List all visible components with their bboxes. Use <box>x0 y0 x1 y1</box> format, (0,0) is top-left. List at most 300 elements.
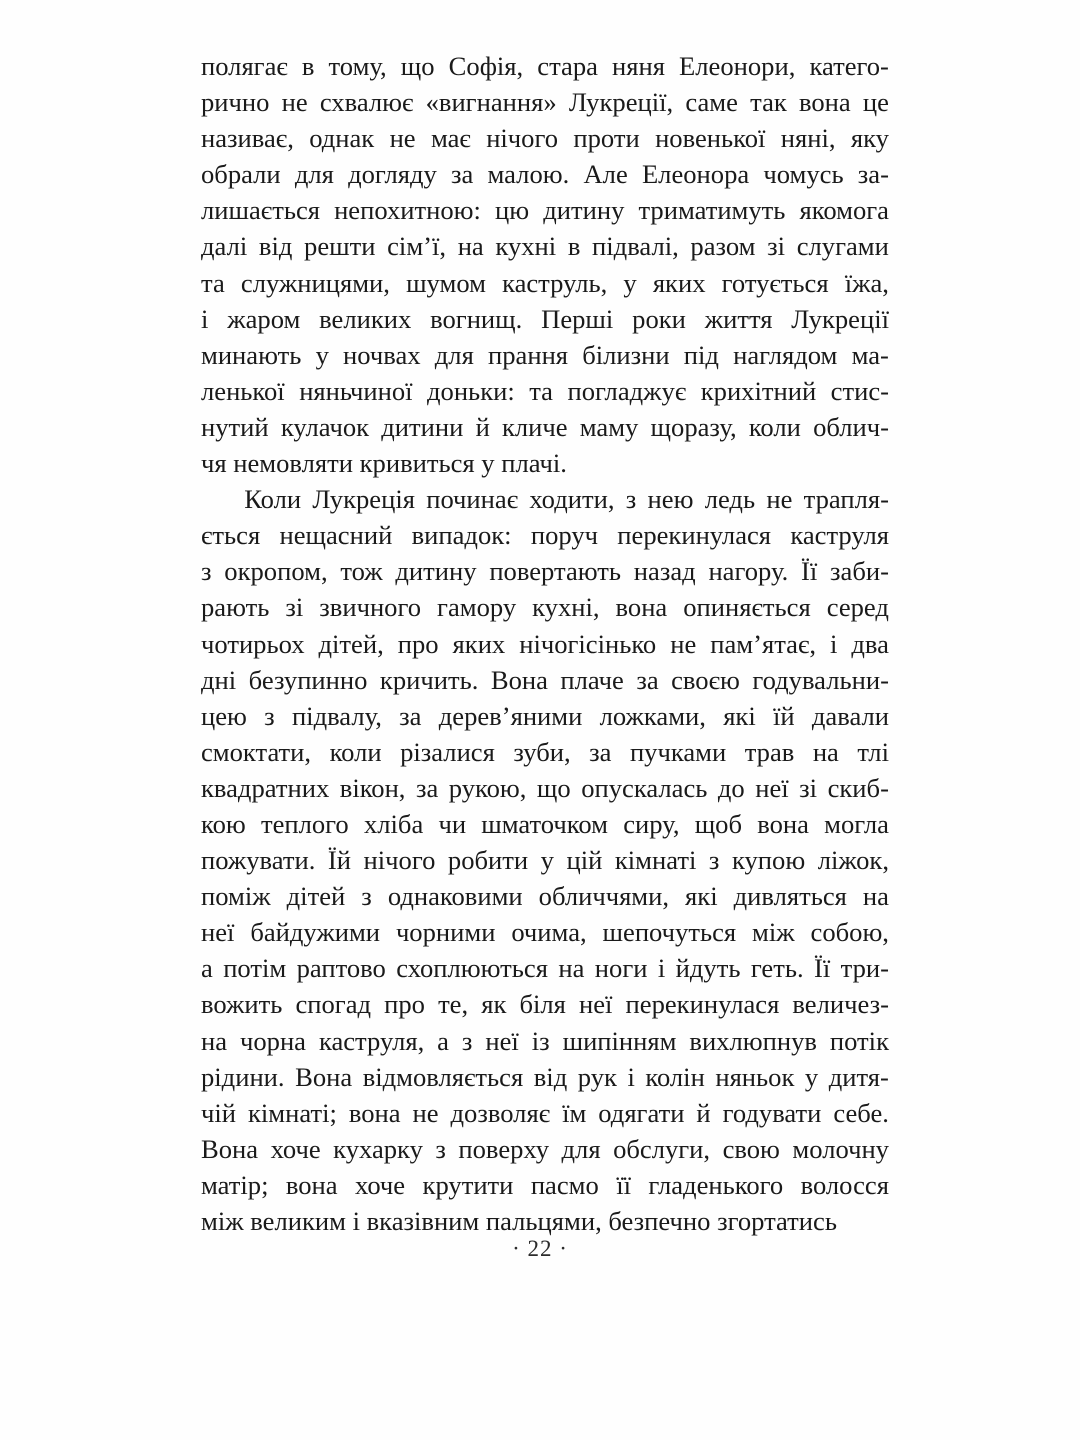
word: квадратних <box>201 772 330 803</box>
word: трапля- <box>803 484 889 515</box>
word: випадок: <box>411 520 512 551</box>
word: в <box>301 51 315 81</box>
text-line <box>201 770 889 806</box>
word: Елеонора <box>641 159 750 190</box>
word: Її <box>801 556 818 587</box>
word: вихлюпнув <box>689 1025 817 1056</box>
word: вікон, <box>339 772 406 803</box>
word: за- <box>857 159 889 190</box>
word: наглядом <box>733 339 838 370</box>
text-line <box>201 301 889 337</box>
word: катего- <box>809 51 889 81</box>
word: яких <box>652 267 706 298</box>
word: за <box>451 159 474 190</box>
word: називає, <box>201 123 294 154</box>
word: йдуть <box>675 953 741 984</box>
word: звичного <box>319 592 422 623</box>
word: перекинулася <box>625 989 780 1020</box>
word: ледь <box>704 484 756 515</box>
word: шматочком <box>481 808 608 839</box>
word: Коли <box>244 484 302 515</box>
text-line <box>201 1059 889 1095</box>
word: поруч <box>530 520 598 551</box>
word: зі <box>799 772 818 803</box>
word: рукою, <box>448 772 527 803</box>
word: опускалась <box>581 772 708 803</box>
word: трав <box>744 736 795 767</box>
word: скиб- <box>827 772 889 803</box>
word: й <box>475 411 490 442</box>
word: давали <box>811 700 889 731</box>
word: має <box>430 123 471 154</box>
word: з <box>201 556 212 587</box>
word: обслуги, <box>613 1133 711 1164</box>
word: вогнищ. <box>430 303 523 334</box>
word: кухні <box>495 231 557 262</box>
text-line <box>201 986 889 1022</box>
word: за <box>399 700 422 731</box>
word: яку <box>850 123 889 154</box>
word: і <box>830 628 838 659</box>
word: та <box>201 267 225 298</box>
word: які <box>723 700 756 731</box>
word: на <box>457 231 484 262</box>
word: відмовляється <box>362 1061 524 1092</box>
word: дні <box>201 664 237 695</box>
text-line: між великим і вказівним пальцями, безпечно згортатись <box>201 1206 837 1236</box>
word: коли <box>748 411 801 442</box>
word: під <box>683 339 719 370</box>
word: решти <box>304 231 376 262</box>
word: дивляться <box>733 881 847 912</box>
word: як <box>481 989 507 1020</box>
word: і <box>201 303 209 334</box>
text-line <box>201 1095 889 1131</box>
text-line <box>201 950 889 986</box>
word: різалися <box>400 736 495 767</box>
word: ходити, <box>529 484 615 515</box>
word: щоб <box>694 808 742 839</box>
word: молочну <box>792 1133 889 1164</box>
word: Лукреції <box>791 303 889 334</box>
word: маму <box>579 411 639 442</box>
text-line <box>201 626 889 662</box>
word: окропом, <box>224 556 328 587</box>
word: дитину <box>395 556 477 587</box>
word: служницями, <box>240 267 390 298</box>
word: поверху <box>458 1133 550 1164</box>
word: та <box>529 375 553 406</box>
word: не <box>281 87 308 118</box>
word: ленької <box>201 375 285 406</box>
word: шипінням <box>562 1025 677 1056</box>
word: з <box>625 484 637 515</box>
word: безупинно <box>248 664 368 695</box>
word: ноги <box>594 953 648 984</box>
word: схоплюються <box>396 953 548 984</box>
word: не <box>766 484 793 515</box>
word: починає <box>426 484 519 515</box>
text-line <box>201 373 889 409</box>
word: дозволяє <box>450 1097 551 1128</box>
text-line <box>201 481 889 517</box>
word: вона <box>615 592 668 623</box>
word: цій <box>566 845 603 876</box>
text-line: чя немовляти кривиться у плачі. <box>201 448 567 479</box>
text-line <box>201 409 889 445</box>
word: неї <box>201 917 235 948</box>
word: себе. <box>833 1097 889 1128</box>
word: назад <box>633 556 696 587</box>
word: одягати <box>598 1097 685 1128</box>
word: для <box>294 159 334 190</box>
word: якомога <box>799 195 889 226</box>
word: їм <box>562 1097 587 1128</box>
word: обрали <box>201 159 281 190</box>
word: вона <box>798 87 851 118</box>
text-line <box>201 337 889 373</box>
word: погладжує <box>567 375 687 406</box>
word: догляду <box>348 159 437 190</box>
word: у <box>804 1061 819 1092</box>
word: за <box>415 772 439 803</box>
word: кімнаті <box>614 845 697 876</box>
text-line <box>201 84 889 120</box>
text-line <box>201 228 889 264</box>
word: Перші <box>541 303 614 334</box>
word: нею <box>647 484 694 515</box>
word: не <box>670 628 697 659</box>
word: Лукреція <box>312 484 415 515</box>
word: волосся <box>800 1169 889 1200</box>
word: на <box>201 1025 228 1056</box>
word: своєю <box>671 664 740 695</box>
word: у <box>540 845 554 876</box>
word: робити <box>447 845 529 876</box>
word: хоче <box>355 1169 406 1200</box>
word: годувати <box>722 1097 822 1128</box>
word: годувальни- <box>752 664 889 695</box>
word: тож <box>340 556 383 587</box>
text-line <box>201 192 889 228</box>
word: обличчями, <box>538 881 670 912</box>
word: сиру, <box>623 808 680 839</box>
word: рично <box>201 87 270 118</box>
word: роки <box>632 303 686 334</box>
word: однаковими <box>387 881 523 912</box>
word: три- <box>840 953 889 984</box>
word: поміж <box>201 881 271 912</box>
word: вона <box>348 1097 401 1128</box>
word: чотирьох <box>201 628 305 659</box>
word: однак <box>309 123 375 154</box>
word: рають <box>201 592 270 623</box>
text-line <box>201 553 889 589</box>
word: триматимуть <box>638 195 786 226</box>
word: для <box>434 339 474 370</box>
word: вожить <box>201 989 283 1020</box>
paragraph <box>201 481 889 1239</box>
word: рідини. <box>201 1061 285 1092</box>
word: раптово <box>296 953 386 984</box>
text-line <box>201 120 889 156</box>
word: проти <box>573 123 640 154</box>
word: нагору. <box>708 556 789 587</box>
word: її <box>616 1169 631 1200</box>
word: чорними <box>395 917 496 948</box>
word: крихітний <box>700 375 817 406</box>
word: кімнаті; <box>247 1097 337 1128</box>
word: кричить. <box>379 664 479 695</box>
word: що <box>536 772 571 803</box>
word: підвалу, <box>291 700 382 731</box>
word: плаче <box>560 664 624 695</box>
word: й <box>696 1097 711 1128</box>
word: потік <box>829 1025 889 1056</box>
word: кухні, <box>532 592 600 623</box>
word: для <box>561 1133 601 1164</box>
word: з <box>435 1133 446 1164</box>
word: потім <box>223 953 287 984</box>
word: няньок <box>715 1061 795 1092</box>
word: дерев’яними <box>438 700 583 731</box>
text-line <box>201 1167 889 1203</box>
text-line <box>201 878 889 914</box>
word: так <box>750 87 787 118</box>
word: біля <box>519 989 566 1020</box>
word: а <box>201 953 213 984</box>
word: хоче <box>270 1133 321 1164</box>
text-line <box>201 517 889 553</box>
word: те, <box>438 989 469 1020</box>
word: зуби, <box>513 736 571 767</box>
text-line <box>201 265 889 301</box>
word: няня <box>612 51 665 81</box>
word: вона <box>285 1169 338 1200</box>
word: Вона <box>295 1061 353 1092</box>
text-line <box>201 806 889 842</box>
word: стис- <box>830 375 889 406</box>
word: щоразу, <box>650 411 737 442</box>
word: каструль, <box>502 267 608 298</box>
word: малою. <box>487 159 570 190</box>
word: з <box>708 845 720 876</box>
word: новенької <box>655 123 766 154</box>
word: які <box>685 881 718 912</box>
word: тлі <box>857 736 889 767</box>
word: хліба <box>363 808 424 839</box>
word: стара <box>537 51 598 81</box>
word: цею <box>201 700 247 731</box>
word: і <box>627 1061 635 1092</box>
word: дитину <box>543 195 625 226</box>
word: цю <box>495 195 530 226</box>
word: жаром <box>227 303 301 334</box>
word: між <box>752 917 795 948</box>
word: їй <box>773 700 795 731</box>
word: чи <box>438 808 467 839</box>
word: лишається <box>201 195 320 226</box>
word: на <box>862 881 889 912</box>
word: разом <box>690 231 756 262</box>
word: у <box>623 267 637 298</box>
word: величез- <box>792 989 889 1020</box>
word: готується <box>721 267 829 298</box>
word: чомусь <box>763 159 844 190</box>
text-line <box>201 698 889 734</box>
word: перекинулася <box>617 520 772 551</box>
word: кличе <box>501 411 568 442</box>
word: Їй <box>327 845 351 876</box>
word: дитя- <box>828 1061 889 1092</box>
word: нічого <box>363 845 436 876</box>
word: Вона <box>201 1133 259 1164</box>
word: няні, <box>780 123 836 154</box>
word: у <box>315 339 329 370</box>
word: що <box>400 51 435 81</box>
word: геть. <box>750 953 804 984</box>
word: нутий <box>201 411 269 442</box>
word: Софія, <box>448 51 524 81</box>
word: ється <box>201 520 261 551</box>
word: два <box>851 628 889 659</box>
word: нічого <box>486 123 559 154</box>
word: непохитною: <box>334 195 481 226</box>
word: Елеонори, <box>679 51 796 81</box>
word: прання <box>488 339 569 370</box>
word: гамору <box>437 592 517 623</box>
word: великих <box>319 303 412 334</box>
word: шумом <box>406 267 486 298</box>
word: кою <box>201 808 246 839</box>
word: про <box>397 628 439 659</box>
word: пожувати. <box>201 845 316 876</box>
word: Вона <box>490 664 548 695</box>
word: нещасний <box>279 520 393 551</box>
word: зі <box>285 592 304 623</box>
word: могла <box>824 808 889 839</box>
word: матір; <box>201 1169 269 1200</box>
word: серед <box>826 592 889 623</box>
word: яких <box>452 628 506 659</box>
word: далі <box>201 231 248 262</box>
word: облич- <box>813 411 889 442</box>
word: дітей, <box>318 628 384 659</box>
word: і <box>657 953 666 984</box>
word: шепочуться <box>602 917 737 948</box>
word: чій <box>201 1097 236 1128</box>
word: схвалює <box>319 87 414 118</box>
word: до <box>717 772 745 803</box>
word: повертають <box>489 556 622 587</box>
word: життя <box>704 303 773 334</box>
word: на <box>812 736 839 767</box>
word: не <box>389 123 416 154</box>
word: Але <box>583 159 628 190</box>
word: із <box>531 1025 550 1056</box>
word: з <box>264 700 275 731</box>
body-text-block <box>201 48 889 1239</box>
word: ночвах <box>343 339 421 370</box>
word: смоктати, <box>201 736 312 767</box>
word: неї <box>755 772 789 803</box>
word: теплого <box>260 808 349 839</box>
word: пам’ятає, <box>710 628 817 659</box>
word: за <box>589 736 612 767</box>
word: саме <box>685 87 738 118</box>
word: нічогісінько <box>519 628 657 659</box>
word: дітей <box>286 881 346 912</box>
text-line <box>201 734 889 770</box>
word: чорна <box>239 1025 306 1056</box>
word: дитини <box>381 411 464 442</box>
word: сім’ї, <box>387 231 447 262</box>
text-line <box>201 589 889 625</box>
word: купою <box>731 845 806 876</box>
word: пасмо <box>530 1169 599 1200</box>
word: слугами <box>796 231 889 262</box>
word: очима, <box>511 917 587 948</box>
text-line <box>201 1023 889 1059</box>
word: коли <box>329 736 382 767</box>
word: тому, <box>328 51 387 81</box>
word: на <box>558 953 585 984</box>
word: ма- <box>851 339 889 370</box>
word: каструля <box>790 520 889 551</box>
word: а <box>437 1025 449 1056</box>
word: полягає <box>201 51 288 81</box>
word: ліжок, <box>817 845 889 876</box>
word: їжа, <box>844 267 889 298</box>
text-line <box>201 156 889 192</box>
word: це <box>862 87 889 118</box>
paragraph <box>201 48 889 481</box>
word: колін <box>645 1061 705 1092</box>
text-line <box>201 1131 889 1167</box>
text-line <box>201 914 889 950</box>
word: ложками, <box>599 700 706 731</box>
text-line <box>201 662 889 698</box>
word: підвалі, <box>592 231 679 262</box>
word: за <box>636 664 659 695</box>
word: минають <box>201 339 302 370</box>
word: доньки: <box>427 375 515 406</box>
word: вона <box>757 808 809 839</box>
word: в <box>567 231 581 262</box>
word: про <box>384 989 425 1020</box>
word: від <box>258 231 293 262</box>
word: гладенького <box>648 1169 784 1200</box>
word: рук <box>577 1061 617 1092</box>
word: від <box>533 1061 568 1092</box>
word: заби- <box>830 556 889 587</box>
word: кулачок <box>280 411 370 442</box>
word: байдужими <box>250 917 381 948</box>
word: «вигнання» <box>425 87 557 118</box>
word: свою <box>722 1133 780 1164</box>
word: каструля, <box>318 1025 425 1056</box>
word: Лукреції, <box>568 87 674 118</box>
word: опиняється <box>683 592 811 623</box>
text-line <box>201 842 889 878</box>
word: неї <box>579 989 613 1020</box>
page-number: · 22 · <box>512 1236 568 1261</box>
word: не <box>412 1097 439 1128</box>
word: спогад <box>295 989 372 1020</box>
word: зі <box>767 231 786 262</box>
word: собою, <box>810 917 889 948</box>
word: крутити <box>422 1169 514 1200</box>
